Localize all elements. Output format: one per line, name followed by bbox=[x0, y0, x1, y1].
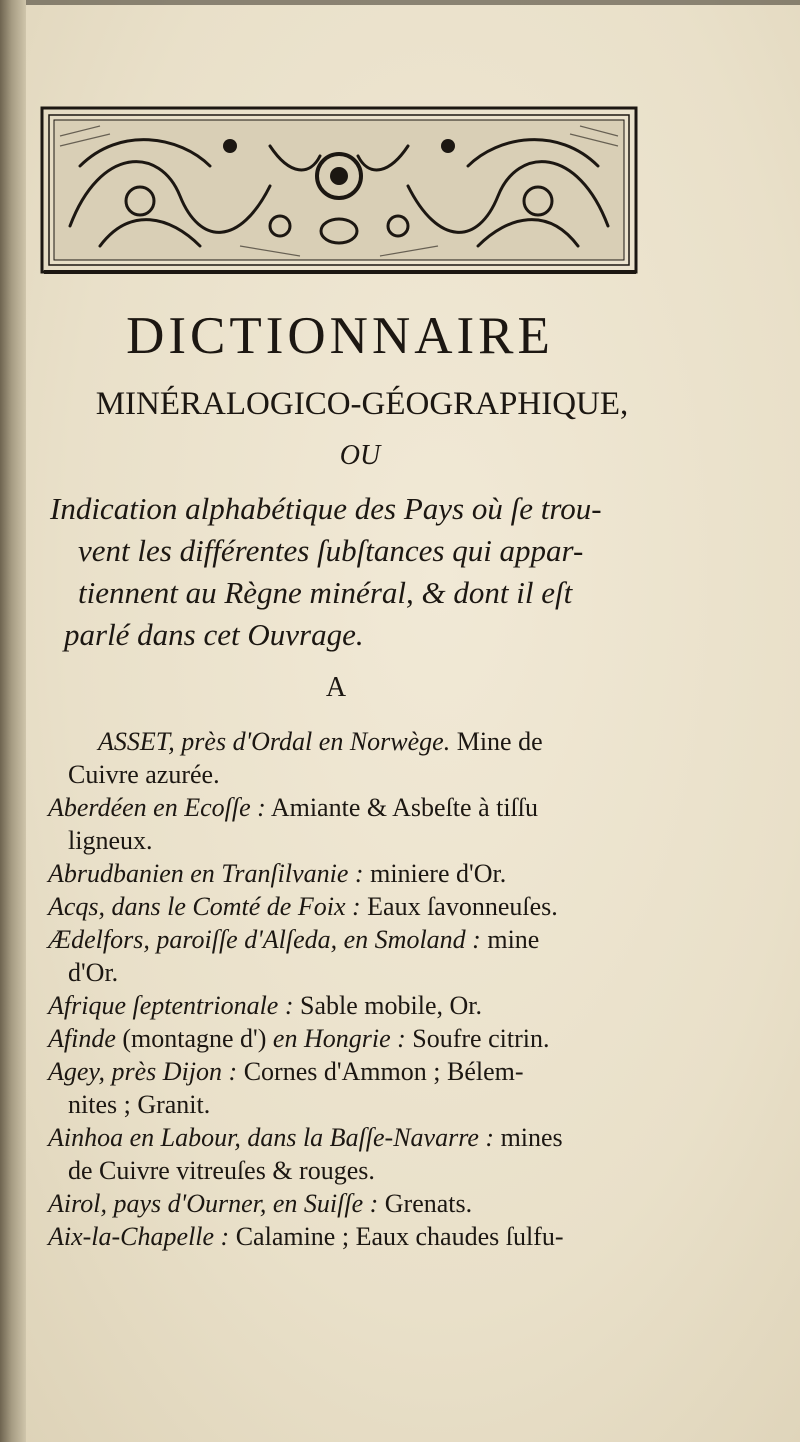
entry-head: Afrique ſeptentrionale : bbox=[48, 991, 294, 1020]
conjunction-ou: OU bbox=[339, 440, 381, 471]
intro-line-3: tiennent au Règne minéral, & dont il eſt bbox=[78, 575, 573, 610]
intro-line-2: vent les différentes ſubſtances qui appar- bbox=[78, 533, 584, 568]
list-item bbox=[48, 1024, 549, 1054]
entry-text: Calamine ; Eaux chaudes ſulfu- bbox=[229, 1222, 564, 1251]
entry-continuation: d'Or. bbox=[68, 958, 119, 987]
page-top-edge bbox=[26, 0, 800, 5]
entry-head: Abrudbanien en Tranſilvanie : bbox=[48, 859, 364, 888]
entry-text: Grenats. bbox=[378, 1189, 473, 1218]
list-item bbox=[48, 1222, 564, 1252]
entry-head-location: en Hongrie : bbox=[272, 1024, 406, 1053]
entry-head: Aix-la-Chapelle : bbox=[48, 1222, 230, 1251]
list-item bbox=[48, 892, 558, 922]
entry-text: Amiante & Asbeſte à tiſſu bbox=[265, 793, 539, 822]
subtitle: MINÉRALOGICO-GÉOGRAPHIQUE, bbox=[95, 386, 629, 422]
list-item bbox=[48, 793, 538, 823]
entry-head: Acqs, dans le Comté de Foix : bbox=[48, 892, 361, 921]
binding-gutter bbox=[0, 0, 26, 1442]
entry-text: Cornes d'Ammon ; Bélem- bbox=[237, 1057, 524, 1086]
entry-continuation: de Cuivre vitreuſes & rouges. bbox=[68, 1156, 375, 1185]
section-letter: A bbox=[325, 672, 347, 703]
entry-text: Mine de bbox=[450, 727, 543, 756]
entry-text: (montagne d') bbox=[115, 1024, 273, 1053]
entry-text: mines bbox=[494, 1123, 563, 1152]
entry-text: Eaux ſavonneuſes. bbox=[360, 892, 558, 921]
entry-continuation: ligneux. bbox=[68, 826, 153, 855]
list-item bbox=[48, 991, 482, 1021]
entry-text: miniere d'Or. bbox=[363, 859, 507, 888]
entry-head: Agey, près Dijon : bbox=[48, 1057, 238, 1086]
intro-line-1: Indication alphabétique des Pays où ſe trou- bbox=[50, 491, 602, 526]
entry-text: Sable mobile, Or. bbox=[293, 991, 482, 1020]
intro-line-4: parlé dans cet Ouvrage. bbox=[64, 617, 364, 652]
entry-head: Aberdéen en Ecoſſe : bbox=[48, 793, 266, 822]
entry-continuation: Cuivre azurée. bbox=[68, 760, 220, 789]
list-item bbox=[98, 727, 543, 757]
list-item bbox=[48, 1189, 472, 1219]
entry-text: mine bbox=[480, 925, 540, 954]
entry-head: Airol, pays d'Ourner, en Suiſſe : bbox=[48, 1189, 379, 1218]
list-item bbox=[48, 1123, 563, 1153]
entry-head: ASSET, près d'Ordal en Norwège. bbox=[98, 727, 451, 756]
floral-headpiece-icon bbox=[40, 106, 638, 274]
entry-head: Afinde bbox=[48, 1024, 116, 1053]
entry-head: Ainhoa en Labour, dans la Baſſe-Navarre : bbox=[48, 1123, 495, 1152]
entry-text: Soufre citrin. bbox=[405, 1024, 550, 1053]
entry-head: Ædelfors, paroiſſe d'Alſeda, en Smoland : bbox=[48, 925, 481, 954]
list-item bbox=[48, 1057, 524, 1087]
list-item bbox=[48, 925, 539, 955]
list-item bbox=[48, 859, 506, 889]
main-title: DICTIONNAIRE bbox=[126, 307, 554, 365]
entry-continuation: nites ; Granit. bbox=[68, 1090, 211, 1119]
